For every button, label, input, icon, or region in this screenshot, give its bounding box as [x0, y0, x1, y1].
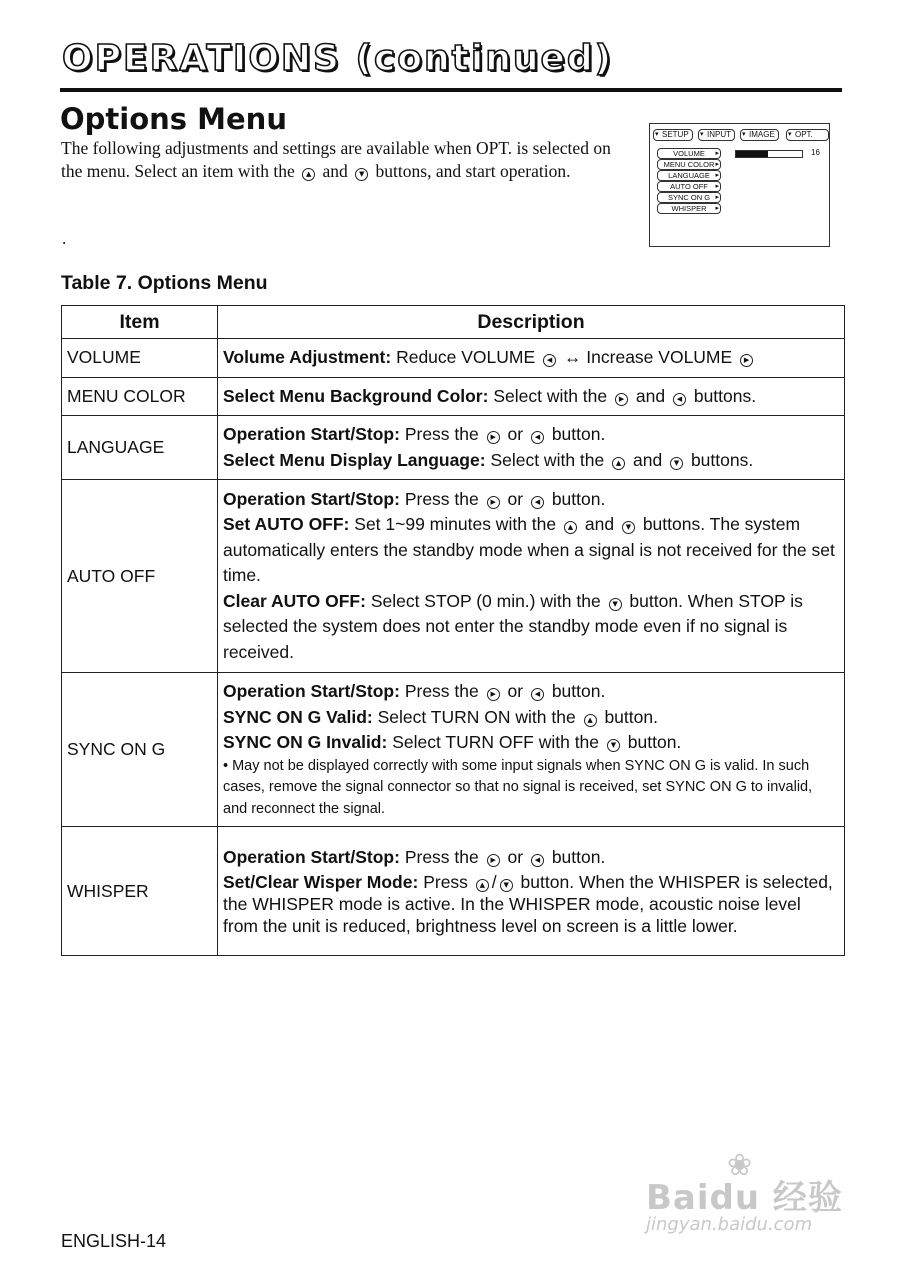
table-row-menu-color: [62, 377, 845, 416]
desc-cell: [218, 480, 845, 673]
desc-line: [223, 448, 840, 474]
down-button-icon: ▼: [609, 598, 622, 611]
desc-text: button.: [520, 871, 575, 892]
down-button-icon: ▼: [622, 521, 635, 534]
up-button-icon: ▲: [584, 714, 597, 727]
item-cell: AUTO OFF: [62, 480, 218, 673]
right-button-icon: ▶: [487, 431, 500, 444]
osd-tab-opt: ▾ OPT.: [786, 129, 829, 141]
osd-tab-input: ▾ INPUT: [698, 129, 735, 141]
intro-text-b: and: [322, 161, 348, 181]
desc-text: Press: [423, 871, 468, 892]
header-title: OPERATIONS (continued): [62, 38, 614, 79]
osd-item-language: LANGUAGE ▸: [657, 170, 721, 181]
down-button-icon: ▼: [670, 457, 683, 470]
up-button-icon: ▲: [476, 879, 489, 892]
desc-text: Press the: [404, 488, 479, 509]
desc-text: button.: [551, 488, 606, 509]
desc-bold: Operation Start/Stop:: [223, 847, 400, 868]
desc-line: [223, 384, 840, 410]
item-cell: LANGUAGE: [62, 416, 218, 480]
desc-bold: SYNC ON G Valid:: [223, 706, 373, 727]
desc-text: or: [507, 424, 524, 444]
desc-text: button. When STOP is selected the system does not enter the standby mode even if no signal is received.: [223, 590, 803, 662]
osd-item-sync-on-g: SYNC ON G ▸: [657, 192, 721, 203]
desc-text: button.: [551, 681, 606, 701]
desc-text: Set 1~99 minutes with the: [354, 514, 557, 535]
intro-paragraph: [61, 137, 621, 183]
osd-item-volume: VOLUME ▸: [657, 148, 721, 159]
up-button-icon: ▲: [564, 521, 577, 534]
desc-text: Select TURN ON with the: [377, 706, 576, 727]
desc-line: [223, 345, 840, 371]
item-cell: MENU COLOR: [62, 377, 218, 416]
desc-text: Increase VOLUME: [586, 347, 733, 367]
desc-text: When the WHISPER is selected, the WHISPER mode is active. In the WHISPER mode, acoustic noise level from the unit is reduced, brightness level on screen is a little lower.: [223, 871, 833, 936]
item-cell: SYNC ON G: [62, 673, 218, 827]
table-row-sync-on-g: [62, 673, 845, 827]
desc-bold: Volume Adjustment:: [223, 347, 392, 367]
desc-text: Select with the: [490, 449, 605, 470]
watermark-brand: Baidu 经验: [646, 1178, 843, 1218]
table-row-language: [62, 416, 845, 480]
down-button-icon: ▼: [607, 739, 620, 752]
item-cell: VOLUME: [62, 339, 218, 378]
sync-note: • May not be displayed correctly with some input signals when SYNC ON G is valid. In such cases, remove the signal connector so that no signal is received, set SYNC ON G to invalid, and reconnect the signal.: [223, 757, 813, 817]
desc-bold: Set AUTO OFF:: [223, 514, 350, 535]
left-button-icon: ◀: [673, 393, 686, 406]
up-button-icon: ▲: [302, 168, 315, 181]
left-button-icon: ◀: [543, 354, 556, 367]
down-button-icon: ▼: [355, 168, 368, 181]
desc-bold: Operation Start/Stop:: [223, 424, 400, 444]
desc-text: and: [633, 449, 663, 470]
desc-bold: Select Menu Background Color:: [223, 385, 489, 406]
desc-line: [223, 845, 840, 871]
desc-line: [223, 871, 840, 937]
osd-tab-setup: ▾ SETUP: [653, 129, 693, 141]
desc-text: or: [507, 681, 524, 701]
desc-line: [223, 705, 840, 731]
desc-text: Select STOP (0 min.) with the: [370, 590, 601, 611]
desc-cell: [218, 416, 845, 480]
desc-text: button.: [604, 706, 658, 727]
table-row-auto-off: [62, 480, 845, 673]
table-header-row: [62, 306, 845, 339]
desc-text: and: [584, 514, 615, 535]
item-cell: WHISPER: [62, 827, 218, 956]
intro-text-a: The following adjustments and settings are available when OPT. is selected on the menu. Select an item with the: [61, 138, 611, 181]
osd-menu-preview: [649, 123, 830, 247]
desc-text: or: [507, 847, 524, 868]
left-button-icon: ◀: [531, 496, 544, 509]
baidu-watermark: [642, 1140, 852, 1245]
desc-text: Press the: [404, 424, 479, 444]
table-caption: Table 7. Options Menu: [61, 272, 268, 294]
left-button-icon: ◀: [531, 688, 544, 701]
desc-bold: Operation Start/Stop:: [223, 681, 400, 701]
osd-tab-image: ▾ IMAGE: [740, 129, 779, 141]
right-button-icon: ▶: [487, 688, 500, 701]
right-button-icon: ▶: [487, 854, 500, 867]
osd-item-auto-off: AUTO OFF ▸: [657, 181, 721, 192]
section-title: Options Menu: [60, 102, 287, 136]
desc-line: [223, 730, 840, 756]
paw-icon: ❀: [727, 1148, 753, 1183]
right-button-icon: ▶: [740, 354, 753, 367]
desc-text: Select TURN OFF with the: [392, 732, 600, 752]
desc-text: and: [635, 385, 666, 406]
desc-text: buttons. The system automatically enters the standby mode when a signal is not received for the set time.: [223, 514, 835, 586]
col-header-description: Description: [218, 306, 845, 339]
desc-text: buttons.: [690, 449, 754, 470]
table-row-volume: [62, 339, 845, 378]
desc-line: [223, 422, 840, 448]
desc-text: buttons.: [693, 385, 757, 406]
desc-bold: Operation Start/Stop:: [223, 488, 400, 509]
right-button-icon: ▶: [615, 393, 628, 406]
osd-volume-bar-fill: [736, 151, 768, 157]
desc-text: Select with the: [493, 385, 608, 406]
down-button-icon: ▼: [500, 879, 513, 892]
osd-item-menu-color: MENU COLOR ▸: [657, 159, 721, 170]
left-button-icon: ◀: [531, 854, 544, 867]
intro-text-c: buttons, and start operation.: [375, 161, 571, 181]
desc-text: Press the: [404, 847, 479, 868]
header-rule: [60, 88, 842, 92]
right-button-icon: ▶: [487, 496, 500, 509]
left-button-icon: ◀: [531, 431, 544, 444]
desc-text: Press the: [404, 681, 479, 701]
desc-text: button.: [627, 732, 682, 752]
desc-text: or: [507, 488, 524, 509]
desc-cell: [218, 377, 845, 416]
desc-cell: [218, 827, 845, 956]
osd-volume-value: 16: [811, 148, 820, 157]
col-header-item: Item: [62, 306, 218, 339]
osd-item-whisper: WHISPER ▸: [657, 203, 721, 214]
table-row-whisper: [62, 827, 845, 956]
desc-line: [223, 589, 840, 666]
desc-text: Reduce VOLUME: [396, 347, 536, 367]
desc-text: button.: [551, 424, 606, 444]
page-footer: ENGLISH-14: [61, 1231, 167, 1251]
slash-text: /: [491, 871, 497, 892]
desc-line: [223, 512, 840, 589]
stray-dot: .: [62, 229, 67, 248]
desc-bold: SYNC ON G Invalid:: [223, 732, 388, 752]
up-button-icon: ▲: [612, 457, 625, 470]
desc-cell: [218, 339, 845, 378]
options-table: [61, 305, 845, 956]
desc-line: [223, 487, 840, 513]
desc-bold: Clear AUTO OFF:: [223, 590, 366, 611]
desc-line: [223, 679, 840, 705]
osd-volume-bar: [735, 150, 803, 158]
desc-cell: [218, 673, 845, 827]
desc-bold: Select Menu Display Language:: [223, 449, 486, 470]
watermark-url: jingyan.baidu.com: [646, 1214, 813, 1235]
double-arrow-icon: ↔: [563, 347, 582, 367]
desc-text: button.: [551, 847, 606, 868]
desc-bold: Set/Clear Wisper Mode:: [223, 871, 419, 892]
